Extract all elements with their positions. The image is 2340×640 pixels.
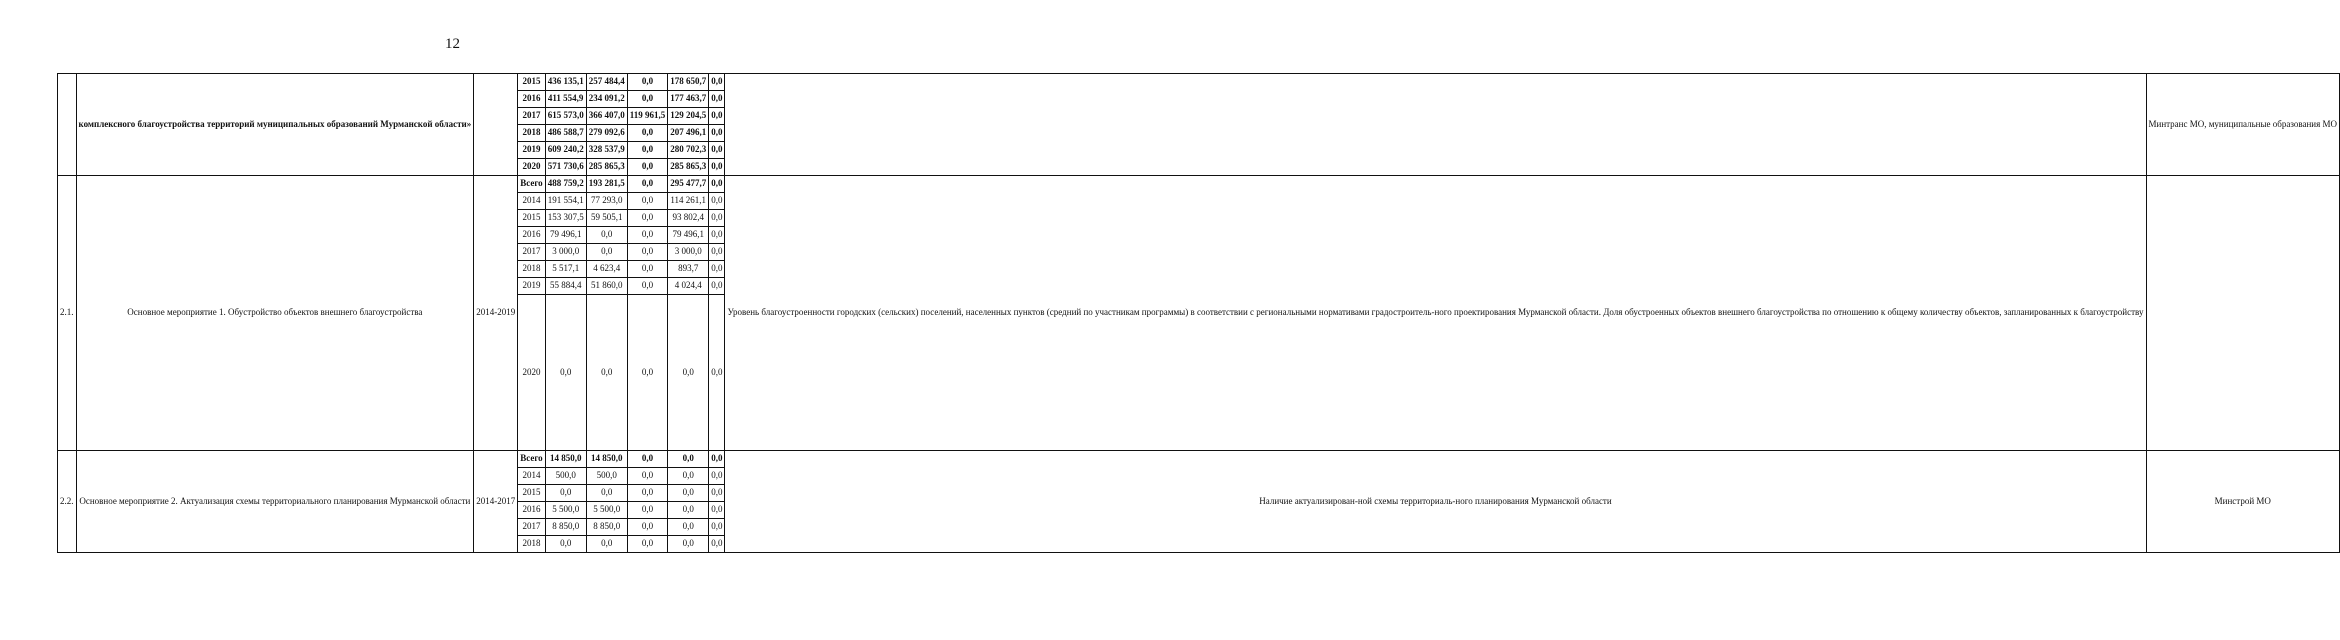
row-number-cell: 2.1. — [58, 176, 77, 451]
measure-name-cell: Основное мероприятие 2. Актуализация схемы территориального планирования Мурманской области — [76, 451, 474, 553]
value-cell: 207 496,1 — [668, 125, 709, 142]
value-cell: 0,0 — [709, 295, 725, 451]
value-cell: 0,0 — [668, 468, 709, 485]
value-cell: 0,0 — [709, 176, 725, 193]
total-cell: 14 850,0 — [545, 451, 586, 468]
value-cell: 0,0 — [709, 74, 725, 91]
value-cell: 3 000,0 — [668, 244, 709, 261]
page-number: 12 — [445, 36, 460, 52]
total-cell: 55 884,4 — [545, 278, 586, 295]
total-cell: 153 307,5 — [545, 210, 586, 227]
total-cell: 5 500,0 — [545, 502, 586, 519]
total-cell: 0,0 — [545, 536, 586, 553]
total-cell: 5 517,1 — [545, 261, 586, 278]
value-cell: 0,0 — [709, 91, 725, 108]
value-cell: 366 407,0 — [586, 108, 627, 125]
year-cell: 2016 — [518, 502, 545, 519]
total-cell: 488 759,2 — [545, 176, 586, 193]
indicator-cell — [725, 74, 2146, 176]
value-cell: 0,0 — [709, 142, 725, 159]
total-cell: 486 588,7 — [545, 125, 586, 142]
value-cell: 0,0 — [627, 74, 668, 91]
value-cell: 0,0 — [586, 485, 627, 502]
period-cell: 2014-2017 — [474, 451, 518, 553]
indicator-cell: Уровень благоустроенности городских (сельских) поселений, населенных пунктов (средний по участникам программы) в соответствии с региональными нормативами градостроитель-ного проектирования Мурманской области. Доля обустроенных объектов внешнего благоустройства по отношению к общему количеству объектов, запланированных к благоустройству — [725, 176, 2146, 451]
value-cell: 0,0 — [627, 125, 668, 142]
value-cell: 295 477,7 — [668, 176, 709, 193]
value-cell: 500,0 — [586, 468, 627, 485]
value-cell: 0,0 — [627, 159, 668, 176]
year-cell: 2018 — [518, 536, 545, 553]
value-cell: 279 092,6 — [586, 125, 627, 142]
value-cell: 0,0 — [709, 125, 725, 142]
period-cell — [474, 74, 518, 176]
total-cell: 500,0 — [545, 468, 586, 485]
value-cell: 0,0 — [627, 227, 668, 244]
value-cell: 280 702,3 — [668, 142, 709, 159]
total-cell: 571 730,6 — [545, 159, 586, 176]
value-cell: 0,0 — [627, 244, 668, 261]
total-cell: 3 000,0 — [545, 244, 586, 261]
executor-cell: Минстрой МО — [2146, 451, 2340, 553]
year-cell: 2017 — [518, 244, 545, 261]
total-cell: 411 554,9 — [545, 91, 586, 108]
year-cell: 2017 — [518, 108, 545, 125]
value-cell: 0,0 — [627, 485, 668, 502]
value-cell: 0,0 — [627, 278, 668, 295]
value-cell: 5 500,0 — [586, 502, 627, 519]
value-cell: 0,0 — [709, 519, 725, 536]
value-cell: 0,0 — [709, 536, 725, 553]
row-number-cell: 2.2. — [58, 451, 77, 553]
value-cell: 0,0 — [668, 502, 709, 519]
year-cell: 2018 — [518, 261, 545, 278]
table-row — [58, 74, 2340, 91]
value-cell: 0,0 — [627, 502, 668, 519]
value-cell: 0,0 — [709, 468, 725, 485]
value-cell: 0,0 — [668, 295, 709, 451]
value-cell: 77 293,0 — [586, 193, 627, 210]
value-cell: 0,0 — [586, 227, 627, 244]
period-cell: 2014-2019 — [474, 176, 518, 451]
value-cell: 4 024,4 — [668, 278, 709, 295]
total-cell: 191 554,1 — [545, 193, 586, 210]
value-cell: 177 463,7 — [668, 91, 709, 108]
value-cell: 0,0 — [709, 227, 725, 244]
year-cell: 2014 — [518, 468, 545, 485]
value-cell: 234 091,2 — [586, 91, 627, 108]
year-cell: 2015 — [518, 485, 545, 502]
value-cell: 114 261,1 — [668, 193, 709, 210]
year-cell: 2014 — [518, 193, 545, 210]
value-cell: 0,0 — [668, 451, 709, 468]
year-cell: 2018 — [518, 125, 545, 142]
executor-cell: Минтранс МО, муниципальные образования МО — [2146, 74, 2340, 176]
value-cell: 193 281,5 — [586, 176, 627, 193]
value-cell: 178 650,7 — [668, 74, 709, 91]
measure-name-cell: комплексного благоустройства территорий муниципальных образований Мурманской области» — [76, 74, 474, 176]
value-cell: 0,0 — [627, 519, 668, 536]
total-cell: 8 850,0 — [545, 519, 586, 536]
value-cell: 0,0 — [586, 244, 627, 261]
budget-table — [57, 73, 2340, 553]
value-cell: 14 850,0 — [586, 451, 627, 468]
year-cell: 2016 — [518, 91, 545, 108]
value-cell: 51 860,0 — [586, 278, 627, 295]
value-cell: 0,0 — [709, 210, 725, 227]
value-cell: 0,0 — [709, 502, 725, 519]
value-cell: 0,0 — [627, 91, 668, 108]
year-cell: 2015 — [518, 74, 545, 91]
measure-name-cell: Основное мероприятие 1. Обустройство объектов внешнего благоустройства — [76, 176, 474, 451]
value-cell: 0,0 — [709, 278, 725, 295]
value-cell: 0,0 — [709, 261, 725, 278]
value-cell: 0,0 — [627, 193, 668, 210]
value-cell: 0,0 — [668, 485, 709, 502]
value-cell: 257 484,4 — [586, 74, 627, 91]
value-cell: 0,0 — [709, 108, 725, 125]
value-cell: 0,0 — [627, 295, 668, 451]
value-cell: 328 537,9 — [586, 142, 627, 159]
value-cell: 0,0 — [627, 142, 668, 159]
value-cell: 0,0 — [709, 451, 725, 468]
total-cell: 79 496,1 — [545, 227, 586, 244]
value-cell: 129 204,5 — [668, 108, 709, 125]
value-cell: 893,7 — [668, 261, 709, 278]
value-cell: 93 802,4 — [668, 210, 709, 227]
total-cell: 0,0 — [545, 295, 586, 451]
value-cell: 0,0 — [627, 451, 668, 468]
total-cell: 436 135,1 — [545, 74, 586, 91]
value-cell: 0,0 — [668, 536, 709, 553]
indicator-cell: Наличие актуализирован-ной схемы территориаль-ного планирования Мурманской области — [725, 451, 2146, 553]
total-cell: 615 573,0 — [545, 108, 586, 125]
value-cell: 0,0 — [586, 536, 627, 553]
table-row — [58, 176, 2340, 193]
value-cell: 0,0 — [627, 176, 668, 193]
year-cell: 2019 — [518, 278, 545, 295]
year-cell: 2020 — [518, 159, 545, 176]
total-cell: 0,0 — [545, 485, 586, 502]
year-cell: 2020 — [518, 295, 545, 451]
value-cell: 285 865,3 — [668, 159, 709, 176]
value-cell: 0,0 — [627, 261, 668, 278]
value-cell: 285 865,3 — [586, 159, 627, 176]
value-cell: 0,0 — [668, 519, 709, 536]
value-cell: 0,0 — [627, 468, 668, 485]
year-cell: Всего — [518, 451, 545, 468]
year-cell: 2016 — [518, 227, 545, 244]
value-cell: 0,0 — [709, 485, 725, 502]
table-row — [58, 451, 2340, 468]
year-cell: 2019 — [518, 142, 545, 159]
value-cell: 0,0 — [586, 295, 627, 451]
year-cell: 2017 — [518, 519, 545, 536]
executor-cell — [2146, 176, 2340, 451]
value-cell: 0,0 — [709, 193, 725, 210]
total-cell: 609 240,2 — [545, 142, 586, 159]
row-number-cell — [58, 74, 77, 176]
value-cell: 0,0 — [627, 536, 668, 553]
year-cell: Всего — [518, 176, 545, 193]
value-cell: 0,0 — [709, 159, 725, 176]
value-cell: 8 850,0 — [586, 519, 627, 536]
value-cell: 4 623,4 — [586, 261, 627, 278]
year-cell: 2015 — [518, 210, 545, 227]
value-cell: 0,0 — [709, 244, 725, 261]
value-cell: 59 505,1 — [586, 210, 627, 227]
value-cell: 79 496,1 — [668, 227, 709, 244]
value-cell: 0,0 — [627, 210, 668, 227]
value-cell: 119 961,5 — [627, 108, 668, 125]
